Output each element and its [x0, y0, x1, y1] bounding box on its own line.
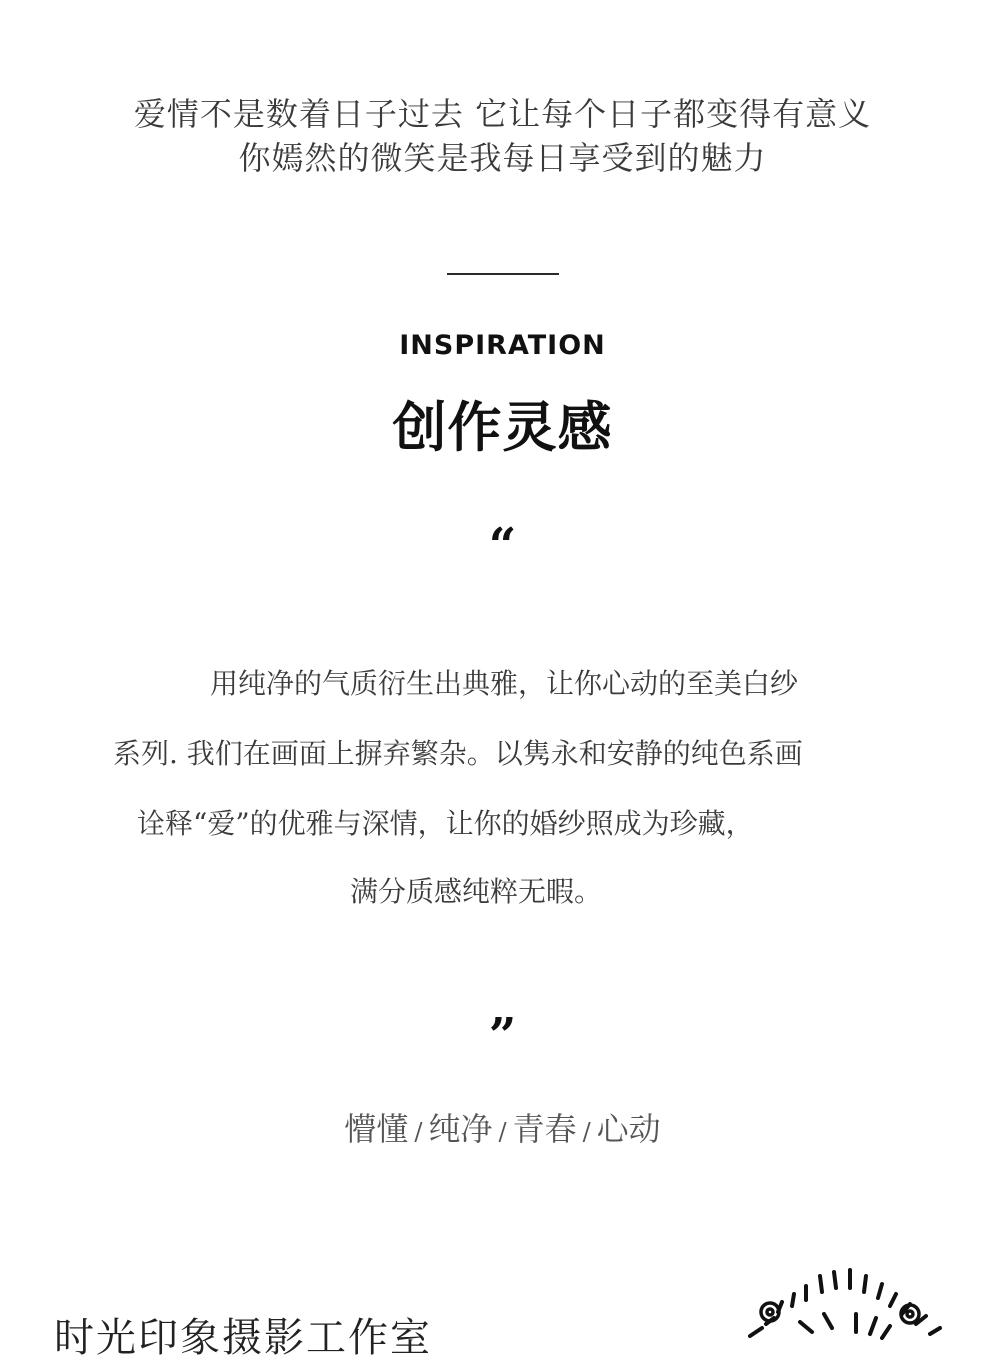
section-divider — [447, 273, 559, 275]
section-title: 创作灵感 — [392, 396, 613, 459]
body-line-2: 系列. 我们在画面上摒弃繁杂。以隽永和安静的纯色系画 — [113, 737, 803, 770]
studio-name: 时光印象摄影工作室 — [54, 1315, 432, 1361]
body-line-3: 诠释“爱”的优雅与深情，让你的婚纱照成为珍藏， — [137, 807, 754, 840]
body-line-1: 用纯净的气质衍生出典雅，让你心动的至美白纱 — [210, 667, 799, 700]
tag-item: 青春 — [512, 1110, 577, 1148]
tag-separator: / — [498, 1118, 507, 1146]
tag-separator: / — [414, 1118, 423, 1146]
tag-separator: / — [582, 1118, 591, 1146]
section-eyebrow: INSPIRATION — [399, 330, 606, 361]
intro-line-2: 你嫣然的微笑是我每日享受到的魅力 — [238, 139, 767, 177]
intro-text — [0, 92, 1005, 180]
tag-item: 纯净 — [428, 1110, 493, 1148]
tag-list — [0, 1104, 1005, 1150]
intro-line-1: 爱情不是数着日子过去 它让每个日子都变得有意义 — [133, 95, 872, 133]
tag-item: 懵懂 — [344, 1110, 409, 1148]
open-quote-icon: “ — [488, 518, 517, 574]
body-line-4: 满分质感纯粹无暇。 — [350, 875, 603, 908]
close-quote-icon: ” — [488, 1008, 517, 1064]
studio-logo-icon — [740, 1262, 950, 1340]
tag-item: 心动 — [596, 1110, 661, 1148]
